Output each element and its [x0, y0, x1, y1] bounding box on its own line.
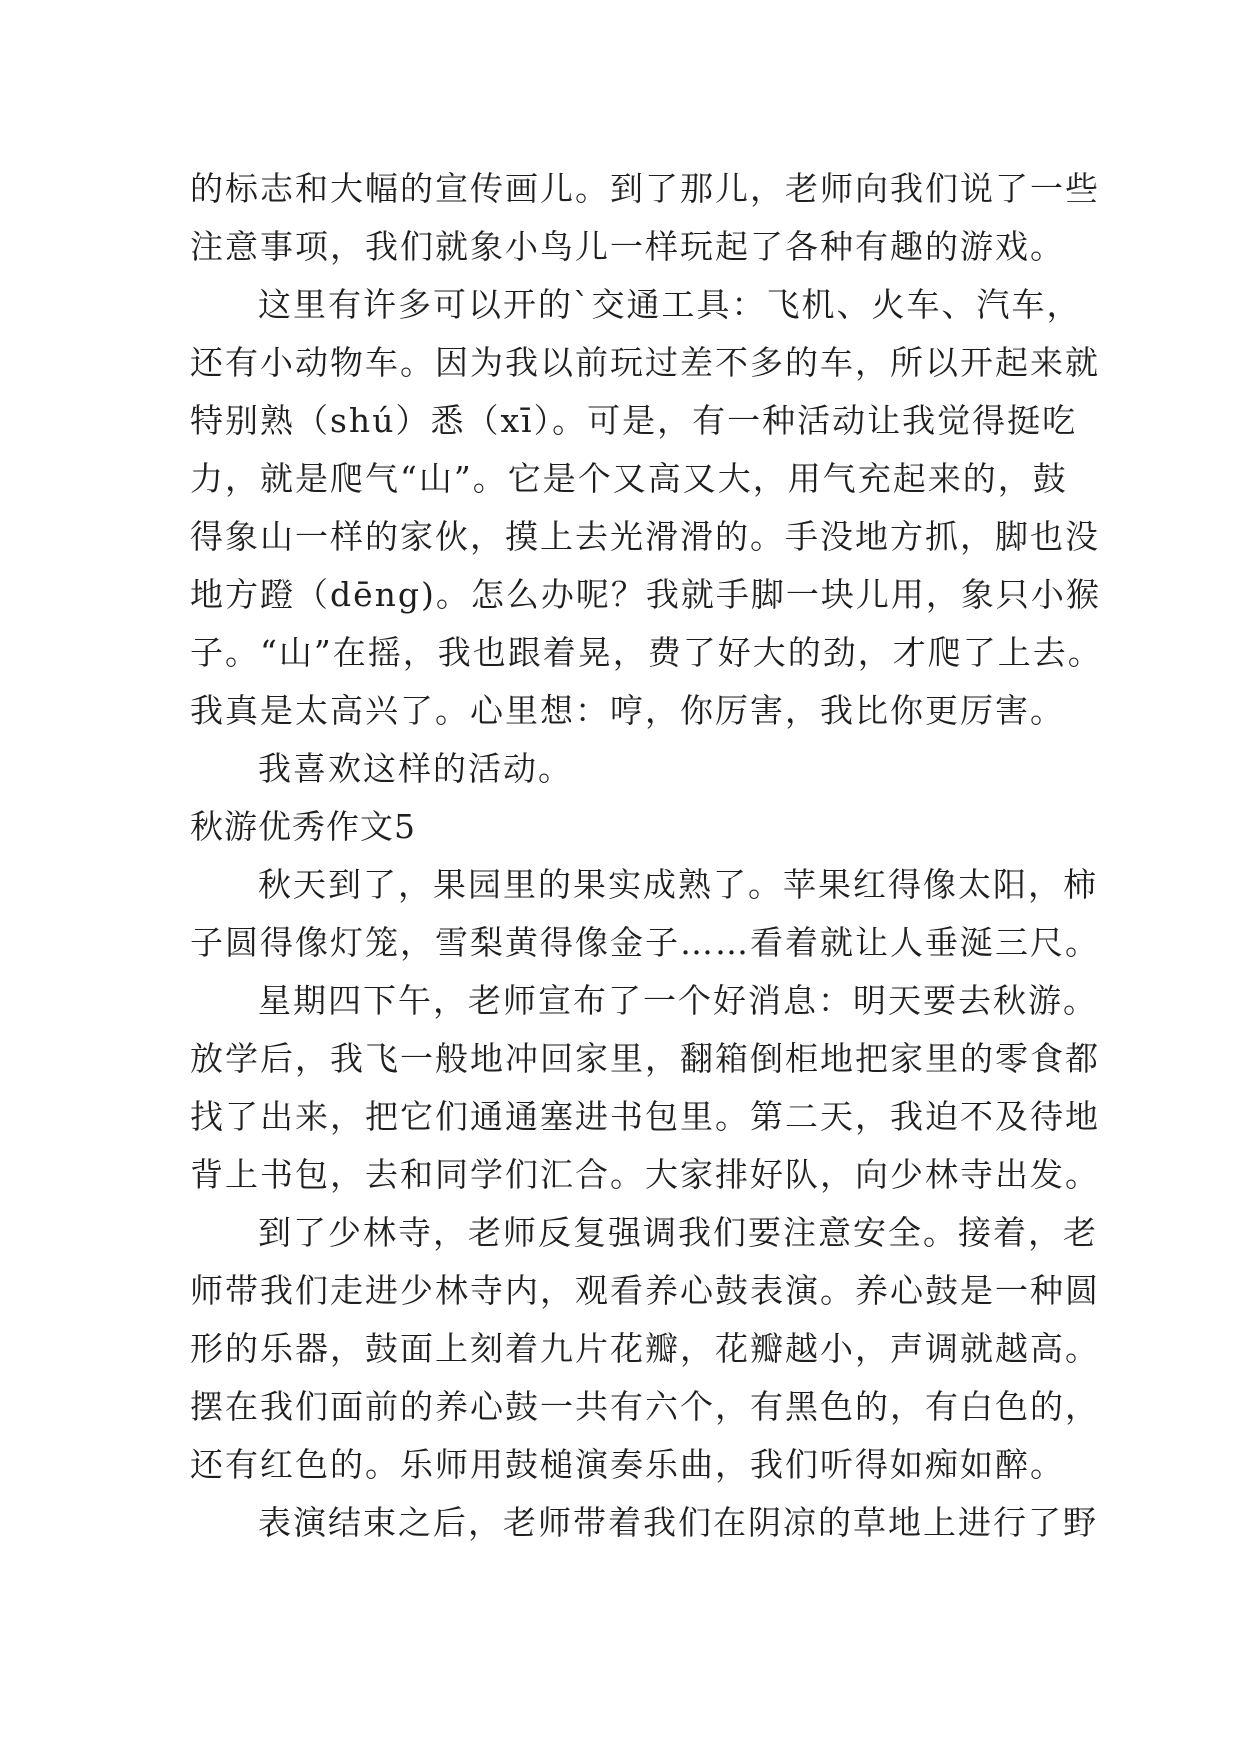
text-line: 的标志和大幅的宣传画儿。到了那儿，老师向我们说了一些 — [190, 169, 1100, 208]
paragraph — [190, 972, 1100, 1204]
paragraph — [190, 1204, 1100, 1494]
text-line: 这里有许多可以开的`交通工具：飞机、火车、汽车， — [258, 285, 1082, 324]
text-line: 摆在我们面前的养心鼓一共有六个，有黑色的，有白色的， — [190, 1387, 1100, 1426]
section-heading: 秋游优秀作文5 — [190, 807, 416, 846]
text-line: 找了出来，把它们通通塞进书包里。第二天，我迫不及待地 — [190, 1097, 1100, 1136]
text-line: 形的乐器，鼓面上刻着九片花瓣，花瓣越小，声调就越高。 — [190, 1329, 1100, 1368]
text-line: 到了少林寺，老师反复强调我们要注意安全。接着，老 — [258, 1213, 1098, 1252]
paragraph — [190, 1494, 1098, 1552]
text-line: 子圆得像灯笼，雪梨黄得像金子……看着就让人垂涎三尺。 — [190, 923, 1100, 962]
text-line: 还有小动物车。因为我以前玩过差不多的车，所以开起来就 — [190, 343, 1100, 382]
text-line: 放学后，我飞一般地冲回家里，翻箱倒柜地把家里的零食都 — [190, 1039, 1100, 1078]
text-line: 星期四下午，老师宣布了一个好消息：明天要去秋游。 — [258, 981, 1098, 1020]
paragraph — [190, 740, 1070, 798]
paragraph — [190, 276, 1103, 740]
text-line: 表演结束之后，老师带着我们在阴凉的草地上进行了野 — [258, 1503, 1098, 1542]
text-line: 特别熟（shú）悉（xī）。可是，有一种活动让我觉得挺吃 — [190, 401, 1078, 440]
text-line: 注意事项，我们就象小鸟儿一样玩起了各种有趣的游戏。 — [190, 227, 1065, 266]
text-line: 得象山一样的家伙，摸上去光滑滑的。手没地方抓，脚也没 — [190, 517, 1100, 556]
text-line: 秋天到了，果园里的果实成熟了。苹果红得像太阳，柿 — [258, 865, 1098, 904]
text-line: 师带我们走进少林寺内，观看养心鼓表演。养心鼓是一种圆 — [190, 1271, 1100, 1310]
text-line: 力，就是爬气“山”。它是个又高又大，用气充起来的，鼓 — [190, 459, 1068, 498]
text-line: 地方蹬（dēng)。怎么办呢？我就手脚一块儿用，象只小猴 — [190, 575, 1101, 614]
document-body — [190, 160, 1103, 1552]
paragraph — [190, 856, 1100, 972]
text-line: 还有红色的。乐师用鼓槌演奏乐曲，我们听得如痴如醉。 — [190, 1445, 1065, 1484]
text-line: 我喜欢这样的活动。 — [258, 749, 573, 788]
text-line: 子。“山”在摇，我也跟着晃，费了好大的劲，才爬了上去。 — [190, 633, 1103, 672]
paragraph — [190, 160, 1100, 276]
text-line: 我真是太高兴了。心里想：哼，你厉害，我比你更厉害。 — [190, 691, 1065, 730]
text-line: 背上书包，去和同学们汇合。大家排好队，向少林寺出发。 — [190, 1155, 1100, 1194]
